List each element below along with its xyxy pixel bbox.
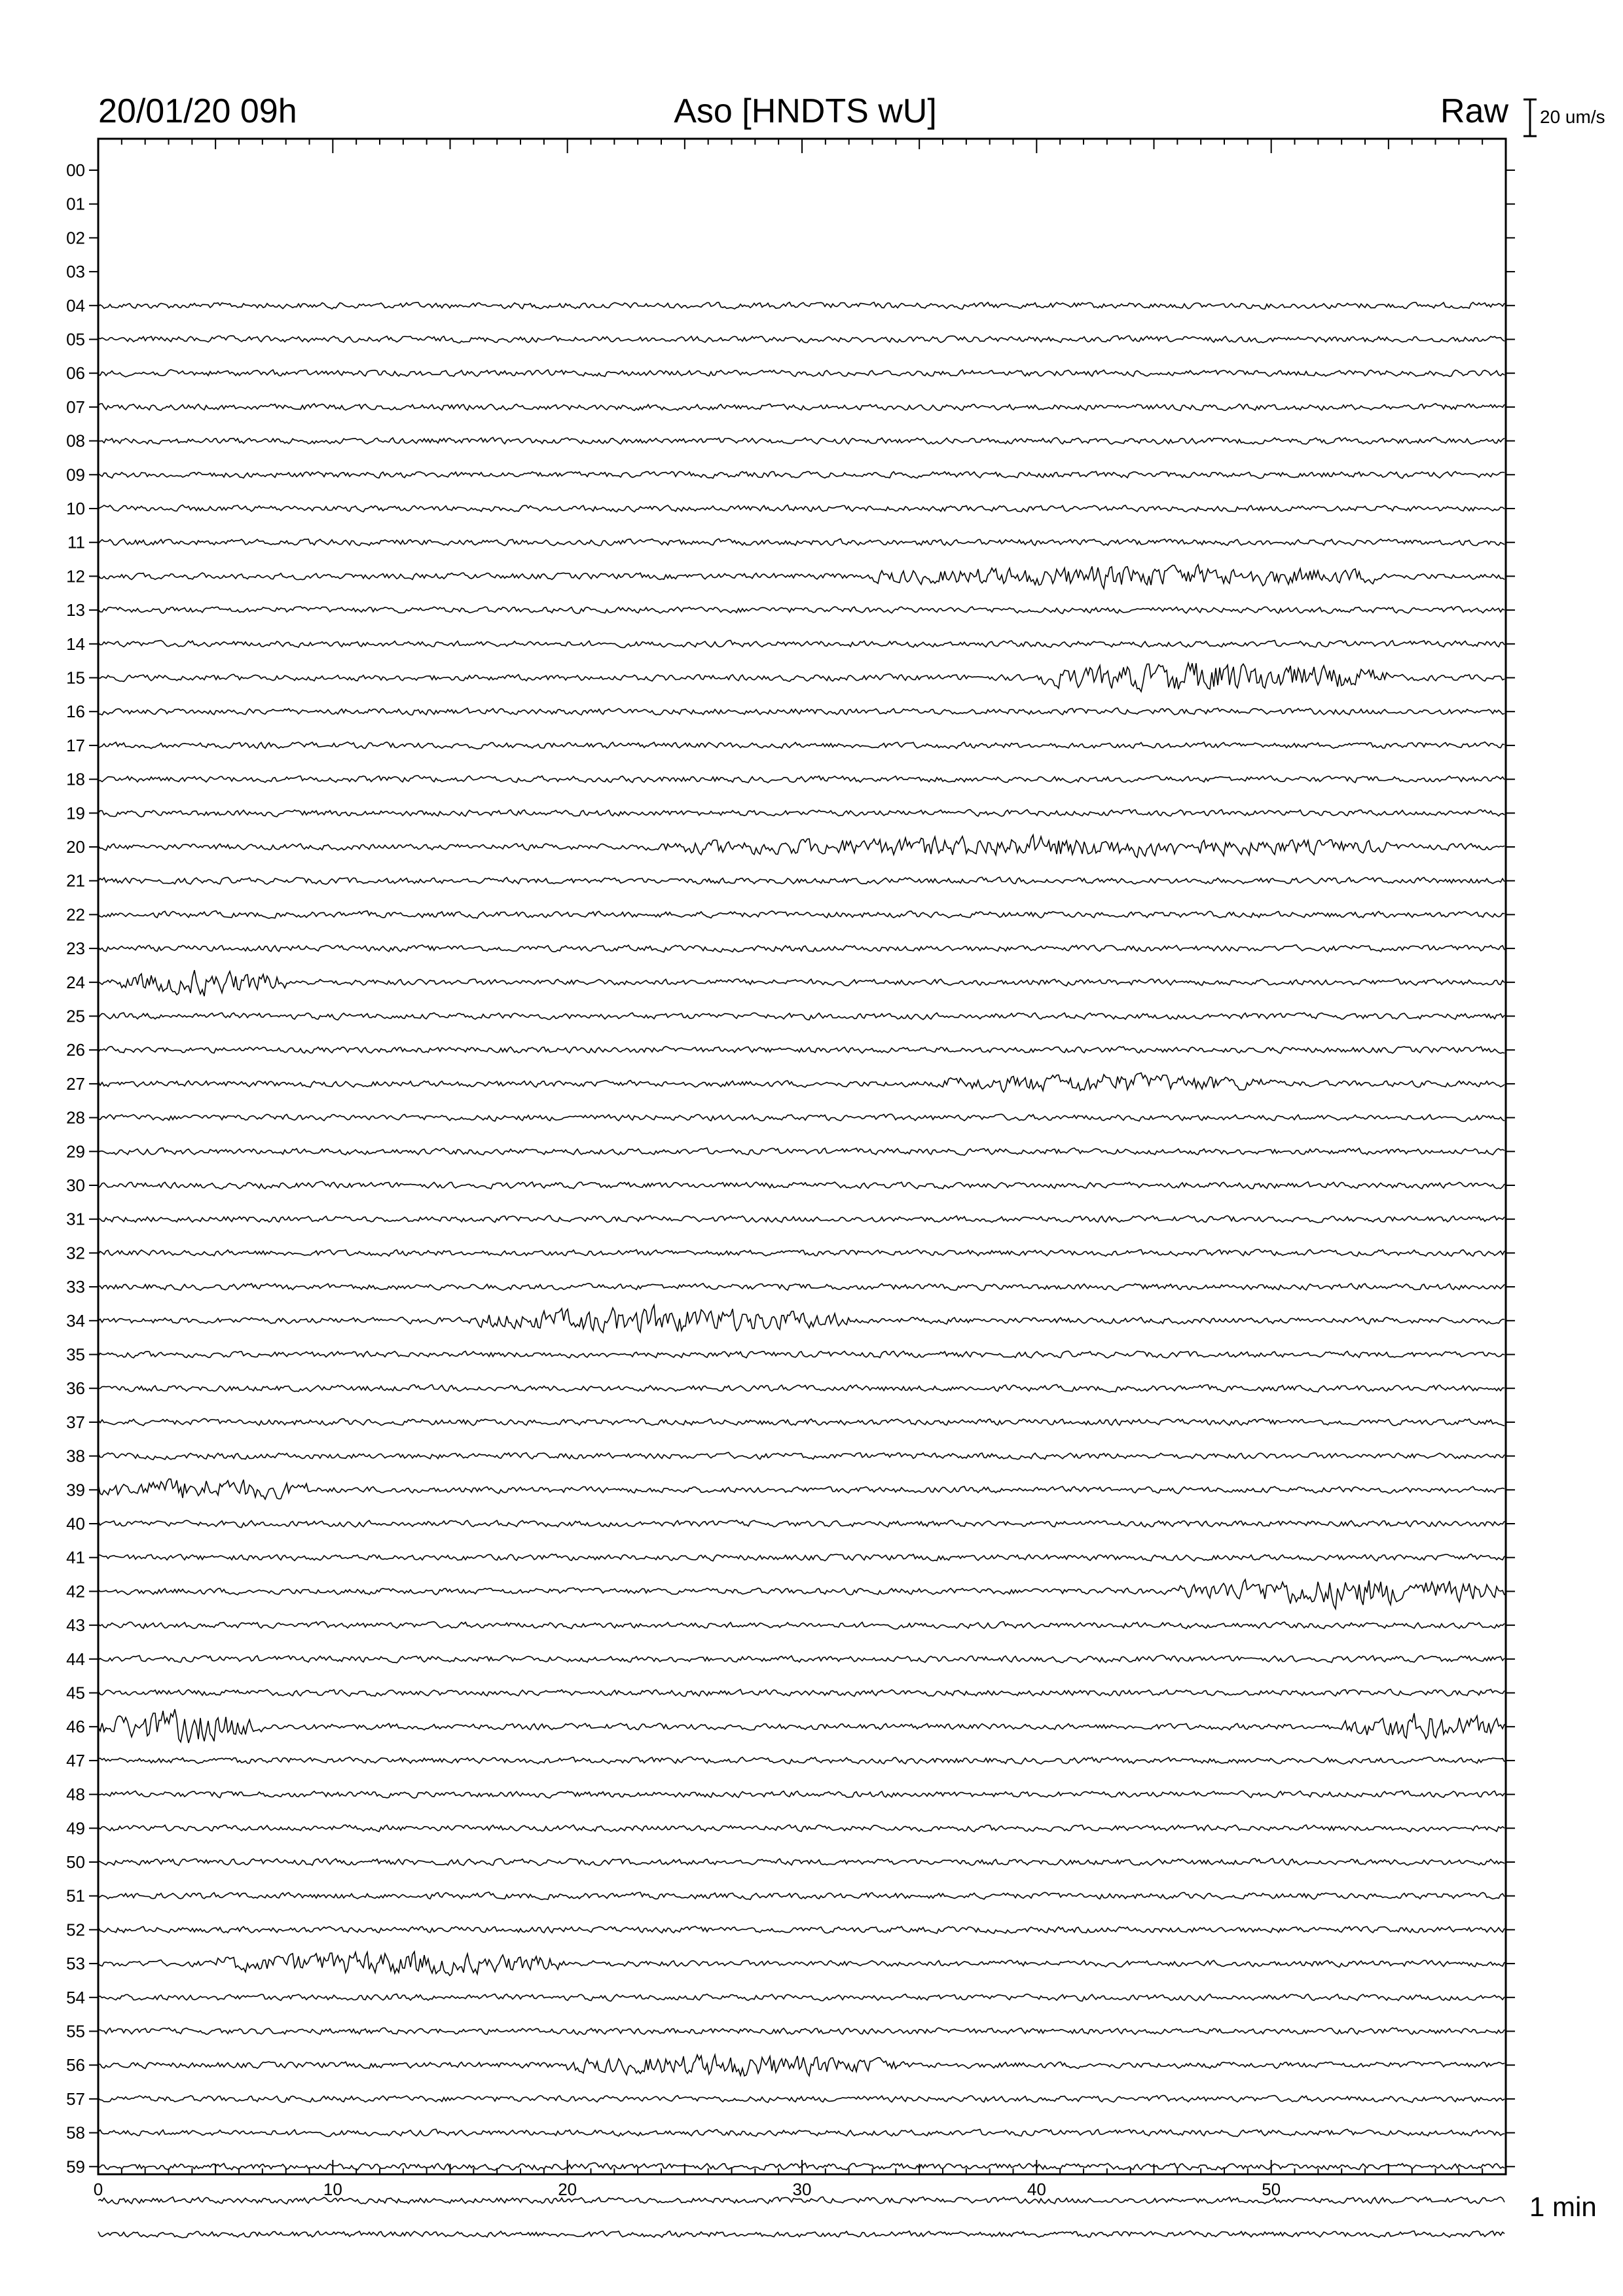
seismic-trace-row (98, 663, 1504, 692)
seismic-trace-row (98, 1791, 1504, 1798)
seismic-trace-row (98, 539, 1504, 546)
row-label: 42 (66, 1581, 85, 1602)
row-label: 20 (66, 837, 85, 857)
seismic-trace-row (98, 2028, 1504, 2034)
row-label: 34 (66, 1310, 85, 1331)
row-label: 18 (66, 769, 85, 789)
row-label: 14 (66, 634, 85, 654)
row-label: 06 (66, 363, 85, 384)
seismic-trace-row (98, 471, 1504, 478)
seismic-trace-row (98, 1926, 1504, 1933)
seismic-trace-row (98, 565, 1504, 589)
row-label: 45 (66, 1683, 85, 1703)
seismic-trace-row (98, 1013, 1504, 1020)
seismic-trace-row (98, 1073, 1504, 1092)
row-label: 37 (66, 1412, 85, 1432)
plot-frame (98, 139, 1506, 2174)
seismic-trace-row (98, 911, 1504, 919)
seismic-trace-row (98, 1579, 1504, 1609)
seismic-trace-row (98, 1181, 1504, 1189)
row-label: 56 (66, 2055, 85, 2075)
seismic-trace-row (98, 1249, 1504, 1256)
x-tick-label: 0 (93, 2179, 103, 2199)
seismic-trace-row (98, 742, 1504, 749)
row-label: 39 (66, 1480, 85, 1500)
seismic-trace-row (98, 1305, 1504, 1333)
seismic-trace-row (98, 1689, 1504, 1696)
x-tick-label: 10 (323, 2179, 342, 2199)
seismic-trace-row (98, 2096, 1504, 2103)
seismic-trace-row (98, 1757, 1504, 1765)
seismic-trace-row (98, 1148, 1504, 1155)
row-label: 33 (66, 1277, 85, 1297)
row-label: 43 (66, 1615, 85, 1636)
row-label: 50 (66, 1852, 85, 1872)
seismic-trace-row (98, 1047, 1504, 1054)
row-label: 16 (66, 702, 85, 722)
row-label: 03 (66, 262, 85, 282)
row-label: 24 (66, 972, 85, 992)
seismic-trace-row (98, 1892, 1504, 1900)
amplitude-scale-bar (1523, 99, 1537, 136)
seismic-trace-row (98, 1952, 1504, 1976)
row-label: 53 (66, 1954, 85, 1974)
x-tick-label: 50 (1262, 2179, 1281, 2199)
row-label: 05 (66, 329, 85, 350)
seismic-trace-row (98, 945, 1504, 952)
axes-layer (66, 139, 1515, 2199)
seismic-trace-row (98, 607, 1504, 614)
seismic-trace-row (98, 640, 1504, 647)
row-label: 21 (66, 870, 85, 891)
row-label: 41 (66, 1547, 85, 1568)
seismic-trace-row (98, 776, 1504, 783)
seismic-trace-row (98, 1418, 1504, 1426)
seismic-trace-row (98, 336, 1504, 343)
row-label: 09 (66, 465, 85, 485)
station-title: Aso [HNDTS wU] (674, 92, 937, 130)
plot-datetime: 20/01/20 09h (98, 92, 297, 130)
seismic-trace-row (98, 1452, 1504, 1460)
row-label: 13 (66, 600, 85, 620)
row-label: 44 (66, 1649, 85, 1669)
seismic-trace-row (98, 1114, 1504, 1121)
row-label: 26 (66, 1040, 85, 1060)
seismic-trace-row (98, 1520, 1504, 1528)
row-label: 01 (66, 194, 85, 214)
row-label: 55 (66, 2021, 85, 2041)
x-axis-unit-label: 1 min (1529, 2191, 1597, 2222)
amplitude-scale-label: 20 um/s (1540, 107, 1605, 127)
seismic-trace-row (98, 302, 1504, 310)
seismic-trace-row (98, 1858, 1504, 1865)
seismic-trace-row (98, 2231, 1504, 2238)
trace-layer (98, 302, 1504, 2238)
seismic-trace-row (98, 1994, 1504, 2001)
row-label: 27 (66, 1073, 85, 1094)
seismic-trace-row (98, 370, 1504, 377)
row-label: 51 (66, 1886, 85, 1906)
row-label: 30 (66, 1175, 85, 1195)
seismic-trace-row (98, 404, 1504, 411)
seismic-trace-row (98, 2055, 1504, 2076)
row-label: 54 (66, 1987, 85, 2007)
seismic-trace-row (98, 877, 1504, 884)
row-label: 46 (66, 1717, 85, 1737)
row-label: 08 (66, 431, 85, 451)
x-tick-label: 20 (558, 2179, 577, 2199)
row-label: 31 (66, 1209, 85, 1229)
seismic-trace-row (98, 2129, 1504, 2136)
seismic-trace-row (98, 1825, 1504, 1831)
row-label: 38 (66, 1446, 85, 1466)
seismic-trace-row (98, 1384, 1504, 1392)
seismic-trace-row (98, 970, 1504, 996)
x-tick-label: 40 (1027, 2179, 1046, 2199)
seismic-trace-row (98, 708, 1504, 715)
row-label: 40 (66, 1514, 85, 1534)
row-label: 11 (67, 532, 85, 552)
row-label: 07 (66, 397, 85, 417)
seismic-trace-row (98, 1479, 1504, 1499)
row-label: 00 (66, 160, 85, 180)
seismic-trace-row (98, 1215, 1504, 1223)
row-label: 25 (66, 1006, 85, 1026)
row-label: 58 (66, 2123, 85, 2143)
row-label: 47 (66, 1750, 85, 1770)
row-label: 17 (66, 735, 85, 755)
row-label: 29 (66, 1141, 85, 1162)
seismic-trace-row (98, 810, 1504, 817)
row-label: 35 (66, 1344, 85, 1365)
seismic-trace-row (98, 1655, 1504, 1663)
row-label: 48 (66, 1784, 85, 1804)
row-label: 57 (66, 2089, 85, 2109)
row-label: 36 (66, 1378, 85, 1399)
seismic-trace-row (98, 1283, 1504, 1291)
row-label: 10 (66, 499, 85, 518)
row-label: 02 (66, 228, 85, 248)
row-label: 12 (66, 566, 85, 586)
row-label: 49 (66, 1818, 85, 1839)
row-label: 59 (66, 2157, 85, 2177)
row-label: 32 (66, 1243, 85, 1263)
seismic-trace-row (98, 1351, 1504, 1358)
seismic-trace-row (98, 437, 1504, 444)
row-label: 28 (66, 1107, 85, 1128)
seismic-trace-row (98, 835, 1504, 857)
row-label: 23 (66, 939, 85, 959)
seismic-trace-row (98, 1554, 1504, 1561)
seismic-trace-row (98, 1709, 1504, 1743)
seismic-trace-row (98, 1622, 1504, 1629)
x-tick-label: 30 (792, 2179, 812, 2199)
row-label: 04 (66, 295, 85, 315)
seismic-trace-row (98, 505, 1504, 512)
row-label: 52 (66, 1920, 85, 1940)
row-label: 19 (66, 803, 85, 823)
filter-mode-label: Raw (1440, 92, 1508, 130)
row-label: 15 (66, 668, 85, 688)
row-label: 22 (66, 905, 85, 925)
